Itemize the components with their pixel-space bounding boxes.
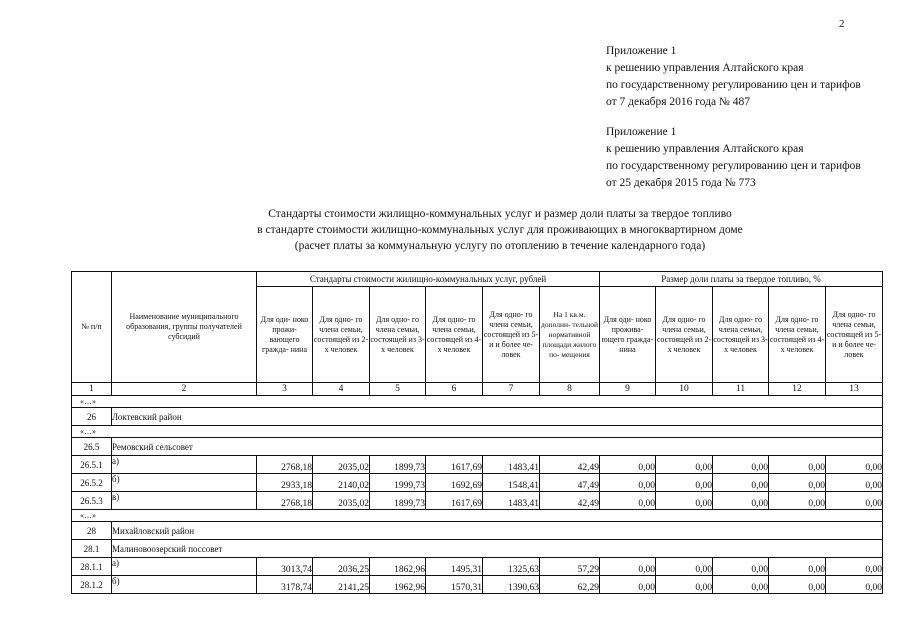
column-number: 1 [72,383,112,396]
table-row [72,576,883,594]
council-name: Малиновоозерский поссовет [112,540,883,558]
col-header: Для одно- го члена семьи, состоящей из 2-х человек [656,287,713,383]
col-header: На 1 кв.м. дополни- тельной нормативной площади жилого по- мещения [540,287,600,383]
col-header: Для одно- го члена семьи, состоящей из 5-и и более че- ловек [826,287,883,383]
table-row [72,456,883,474]
row-label: а) [112,558,257,576]
cell-value: 1570,31 [426,576,483,594]
cell-value: 0,00 [656,474,713,492]
appendix-line: от 7 декабря 2016 года № 487 [606,96,751,108]
appendix-line: по государственному регулированию цен и тарифов [606,79,861,91]
cell-value: 0,00 [826,492,883,510]
district-name: Михайловский район [112,522,883,540]
row-label: а) [112,456,257,474]
table-row [72,558,883,576]
cell-value: 0,00 [600,456,656,474]
page-number: 2 [839,18,845,30]
column-number: 4 [313,383,370,396]
cell-value: 0,00 [769,474,826,492]
cell-value: 0,00 [600,492,656,510]
cell-value: 0,00 [600,474,656,492]
row-number: 28.1 [72,540,112,558]
cell-value: 42,49 [540,492,600,510]
cell-value: 1495,31 [426,558,483,576]
table-row [72,492,883,510]
appendix-header-1 [606,43,861,111]
cell-value: 0,00 [826,558,883,576]
district-name: Локтевский район [112,408,883,426]
cell-value: 1862,96 [370,558,426,576]
cell-value: 47,49 [540,474,600,492]
col-header: Для одно- го члена семьи, состоящей из 3-х человек [370,287,426,383]
cell-value: 0,00 [769,558,826,576]
column-number: 7 [483,383,540,396]
cell-value: 2768,18 [257,492,313,510]
standards-table [71,271,883,594]
row-number: 26.5.2 [72,474,112,492]
title-line: в стандарте стоимости жилищно-коммунальных услуг для проживающих в многоквартирном доме [257,224,743,236]
table-row [72,474,883,492]
row-number: 26.5.1 [72,456,112,474]
cell-value: 0,00 [769,456,826,474]
cell-value: 0,00 [713,576,769,594]
col-header: Для одно- го члена семьи, состоящей из 3-х человек [713,287,769,383]
cell-value: 0,00 [769,576,826,594]
column-number: 11 [713,383,769,396]
cell-value: 0,00 [713,558,769,576]
col-header-name: Наименование муниципального образования, группы получателей субсидий [112,272,257,383]
column-number: 10 [656,383,713,396]
cell-value: 2036,25 [313,558,370,576]
cell-value: 0,00 [826,576,883,594]
col-header-no: № п/п [72,272,112,383]
row-label: б) [112,576,257,594]
col-header: Для одно- го члена семьи, состоящей из 2-х человек [313,287,370,383]
cell-value: 2140,02 [313,474,370,492]
row-number: 26.5.3 [72,492,112,510]
group-header-standards: Стандарты стоимости жилищно-коммунальных услуг, рублей [257,272,600,287]
ellipsis-row: «…» [72,396,883,408]
cell-value: 0,00 [656,576,713,594]
col-header: Для одно- го члена семьи, состоящей из 5-и и более че- ловек [483,287,540,383]
cell-value: 2035,02 [313,492,370,510]
cell-value: 3178,74 [257,576,313,594]
council-row [72,438,883,456]
cell-value: 1483,41 [483,456,540,474]
cell-value: 0,00 [826,456,883,474]
row-number: 28.1.2 [72,576,112,594]
column-number: 3 [257,383,313,396]
cell-value: 1548,41 [483,474,540,492]
cell-value: 0,00 [600,576,656,594]
cell-value: 57,29 [540,558,600,576]
cell-value: 62,29 [540,576,600,594]
col-header: Для одно- го члена семьи, состоящей из 4-х человек [426,287,483,383]
row-number: 28 [72,522,112,540]
row-number: 26.5 [72,438,112,456]
council-name: Ремовский сельсовет [112,438,883,456]
cell-value: 42,49 [540,456,600,474]
cell-value: 0,00 [656,492,713,510]
cell-value: 0,00 [713,456,769,474]
cell-value: 2933,18 [257,474,313,492]
district-row [72,522,883,540]
appendix-line: по государственному регулированию цен и тарифов [606,160,861,172]
cell-value: 1325,63 [483,558,540,576]
cell-value: 2035,02 [313,456,370,474]
column-number: 9 [600,383,656,396]
row-number: 26 [72,408,112,426]
col-header: Для оди- ноко прожи- вающего гражда- нина [257,287,313,383]
column-number: 8 [540,383,600,396]
column-number: 5 [370,383,426,396]
appendix-title: Приложение 1 [606,45,677,57]
row-label: в) [112,492,257,510]
appendix-line: к решению управления Алтайского края [606,143,804,155]
cell-value: 1483,41 [483,492,540,510]
cell-value: 1617,69 [426,492,483,510]
cell-value: 0,00 [769,492,826,510]
cell-value: 1899,73 [370,456,426,474]
council-row [72,540,883,558]
cell-value: 1692,69 [426,474,483,492]
cell-value: 1962,96 [370,576,426,594]
col-header: Для одно- го члена семьи, состоящей из 4-х человек [769,287,826,383]
cell-value: 0,00 [656,558,713,576]
appendix-line: к решению управления Алтайского края [606,62,804,74]
appendix-line: от 25 декабря 2015 года № 773 [606,177,756,189]
cell-value: 0,00 [713,474,769,492]
column-number: 13 [826,383,883,396]
cell-value: 0,00 [826,474,883,492]
cell-value: 0,00 [713,492,769,510]
ellipsis-row: «…» [72,426,883,438]
appendix-title: Приложение 1 [606,126,677,138]
title-line: (расчет платы за коммунальную услугу по отоплению в течение календарного года) [294,240,706,252]
row-label: б) [112,474,257,492]
cell-value: 0,00 [600,558,656,576]
row-number: 28.1.1 [72,558,112,576]
cell-value: 1899,73 [370,492,426,510]
appendix-header-2 [606,124,861,192]
cell-value: 1390,63 [483,576,540,594]
col-header: Для оди- ноко прожива- ющего гражда- нина [600,287,656,383]
cell-value: 0,00 [656,456,713,474]
document-title [150,206,850,254]
cell-value: 2141,25 [313,576,370,594]
column-number: 12 [769,383,826,396]
column-number-row [72,383,883,396]
cell-value: 3013,74 [257,558,313,576]
column-number: 2 [112,383,257,396]
column-number: 6 [426,383,483,396]
cell-value: 1617,69 [426,456,483,474]
ellipsis-row: «…» [72,510,883,522]
title-line: Стандарты стоимости жилищно-коммунальных услуг и размер доли платы за твердое топливо [268,208,732,220]
group-header-fuel-share: Размер доли платы за твердое топливо, % [600,272,883,287]
cell-value: 2768,18 [257,456,313,474]
cell-value: 1999,73 [370,474,426,492]
district-row [72,408,883,426]
